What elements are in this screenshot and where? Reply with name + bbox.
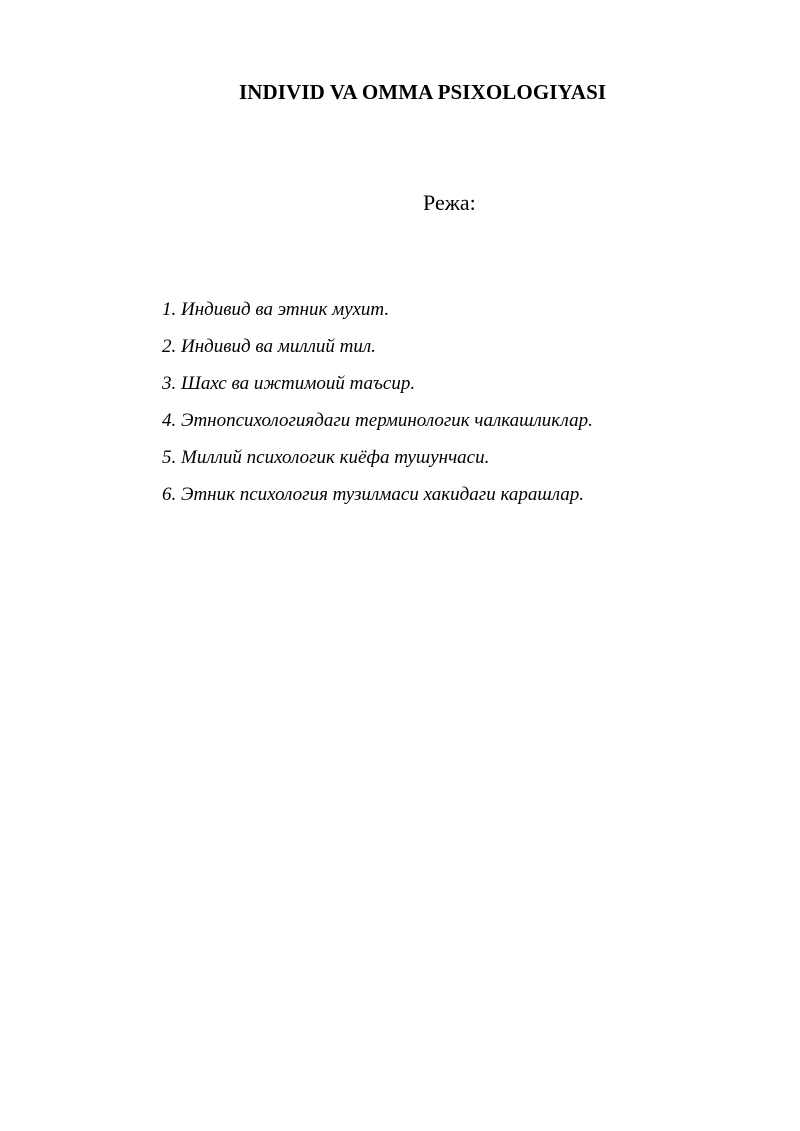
plan-list [162, 298, 782, 520]
plan-item: 4. Этнопсихологиядаги терминологик чалкашликлар. [162, 410, 593, 431]
plan-item: 5. Миллий психологик киёфа тушунчаси. [162, 447, 490, 468]
document-title: INDIVID VA OMMA PSIXOLOGIYASI [239, 80, 607, 104]
plan-item: 1. Индивид ва этник мухит. [162, 299, 390, 320]
plan-heading: Режа: [423, 190, 476, 215]
plan-item: 2. Индивид ва миллий тил. [162, 336, 376, 357]
plan-item: 6. Этник психология тузилмаси хакидаги карашлар. [162, 484, 584, 505]
plan-item: 3. Шахс ва ижтимоий таъсир. [162, 373, 416, 394]
